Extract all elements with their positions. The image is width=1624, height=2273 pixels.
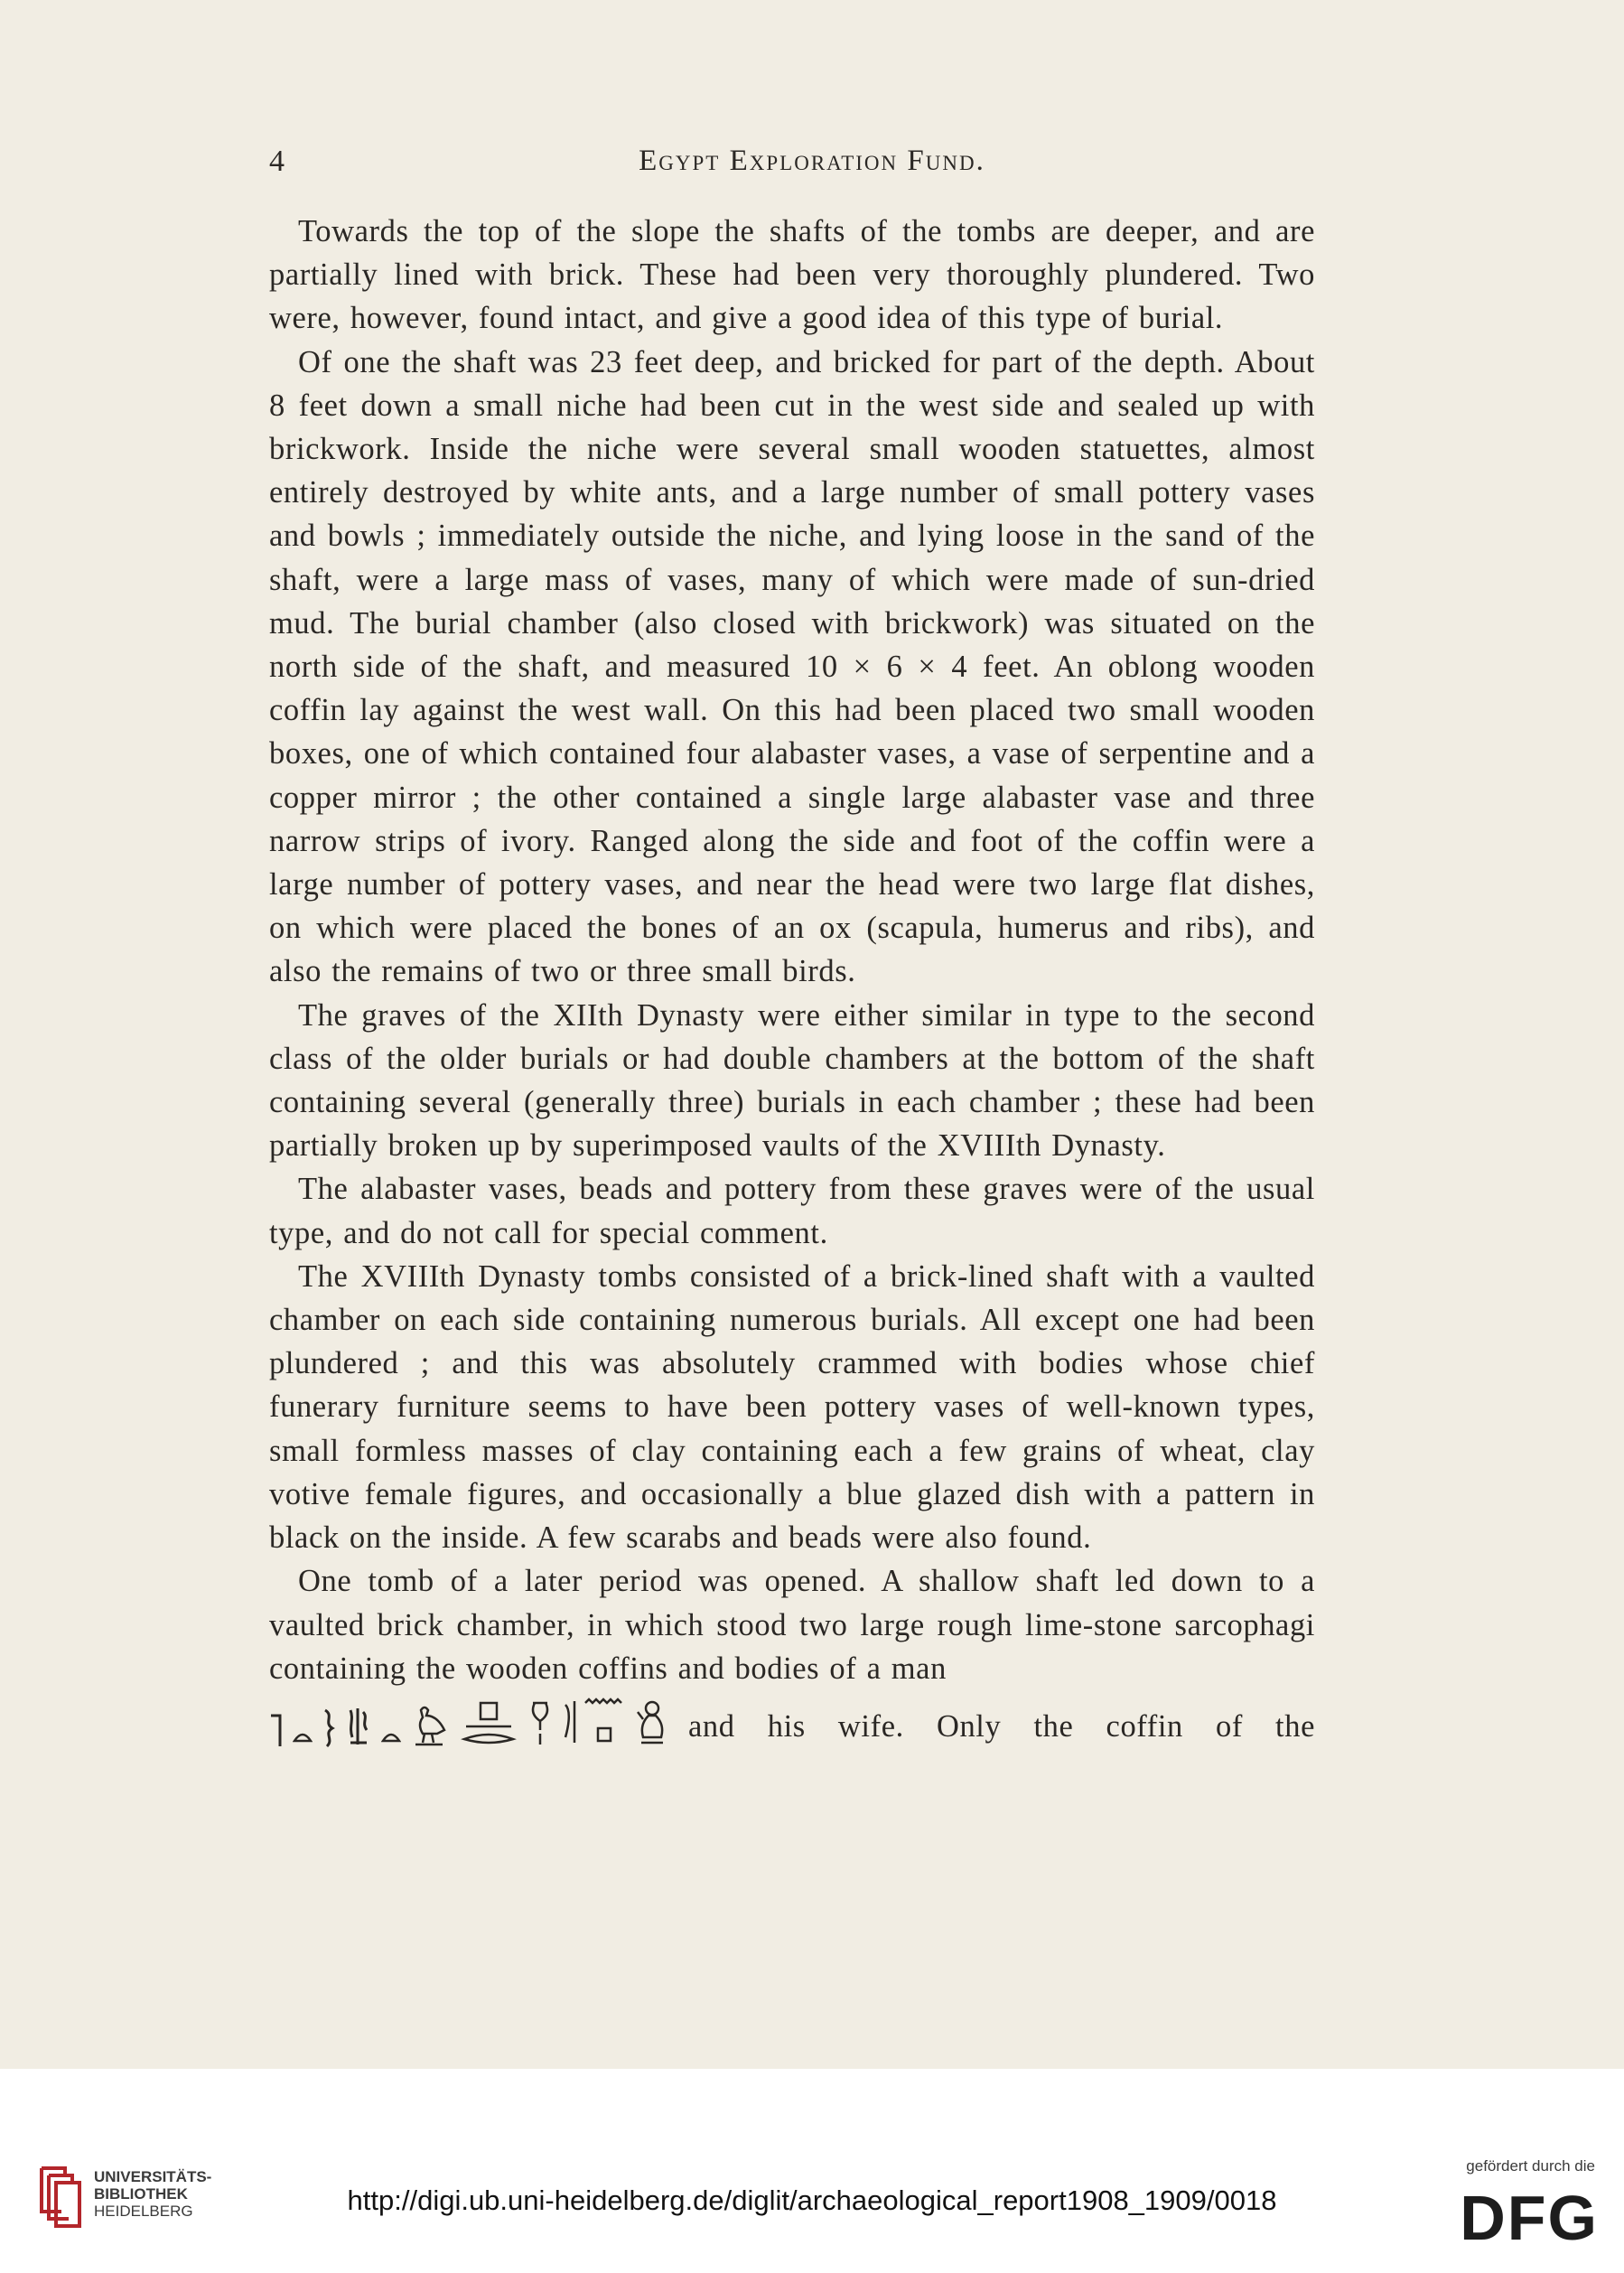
hieroglyph-line: [269, 1694, 1315, 1748]
hieroglyph-group: [269, 1696, 667, 1748]
paragraph: The graves of the XIIth Dynasty were either similar in type to the second class of the older burials or had double chambers at the bottom of the shaft containing several (generally three) burials in each chamber ; these had been partially broken up by superimposed vaults of the XVIIIth Dynasty.: [269, 997, 1315, 1164]
library-name-line: BIBLIOTHEK: [94, 2185, 188, 2203]
mouth-hieroglyph: [381, 1721, 401, 1748]
heart-hieroglyph: [527, 1698, 553, 1748]
paragraph: The XVIIIth Dynasty tombs consisted of a brick-lined shaft with a vaulted chamber on each side containing numerous burials. All except one had been plundered ; and this was absolutely crammed with bodies whose chief funerary furniture seems to have been pottery vases of well-known types, small formless masses of clay containing each a few grains of wheat, clay votive female figures, and occasionally a blue glazed dish with a pattern in black on the inside. A few scarabs and beads were also found.: [269, 1258, 1315, 1556]
page-number: 4: [269, 145, 285, 178]
body-text: [269, 210, 1315, 1748]
bird-hieroglyph: [410, 1703, 450, 1748]
paragraph: Towards the top of the slope the shafts of the tombs are deeper, and are partially lined with brick. These had been very thoroughly plundered. Two were, however, found intact, and give a good idea of this type of burial.: [269, 214, 1315, 336]
wick-hieroglyph: [322, 1708, 336, 1748]
paragraph: One tomb of a later period was opened. A shallow shaft led down to a vaulted brick chamber, in which stood two large rough lime-stone sarcophagi containing the wooden coffins and bodies of a man: [269, 1564, 1315, 1686]
water-hieroglyph: [562, 1698, 625, 1748]
reed-hieroglyph: [269, 1712, 284, 1748]
paragraph: The alabaster vases, beads and pottery from these graves were of the usual type, and do not call for special comment.: [269, 1172, 1315, 1250]
library-name-line: UNIVERSITÄTS-: [94, 2168, 212, 2185]
stool-hieroglyph: [459, 1699, 518, 1748]
seal-hieroglyph: [345, 1707, 372, 1748]
running-head-title: Egypt Exploration Fund.: [639, 145, 985, 177]
dfg-logo: DFG: [1460, 2183, 1599, 2253]
paragraph: Of one the shaft was 23 feet deep, and bricked for part of the depth. About 8 feet down a small niche had been cut in the west side and sealed up with brickwork. Inside the niche were several small wooden statuettes, almost entirely destroyed by white ants, and a large number of small pottery vases and bowls ; immediately outside the niche, and lying loose in the sand of the shaft, were a large mass of vases, many of which were made of sun-dried mud. The burial chamber (also closed with brickwork) was situated on the north side of the shaft, and measured 10 × 6 × 4 feet. An oblong wooden coffin lay against the west wall. On this had been placed two small wooden boxes, one of which contained four alabaster vases, a vase of serpentine and a copper mirror ; the other contained a single large alabaster vase and three narrow strips of ivory. Ranged along the side and foot of the coffin were a large number of pottery vases, and near the head were two large flat dishes, on which were placed the bones of an ox (scapula, humerus and ribs), and also the remains of two or three small birds.: [269, 344, 1315, 989]
hieroglyph-line-text: and his wife. Only the coffin of the: [688, 1708, 1315, 1744]
footer-bar: [0, 2069, 1624, 2273]
running-head: [0, 145, 1624, 181]
permalink-url[interactable]: http://digi.ub.uni-heidelberg.de/diglit/archaeological_report1908_1909/0018: [347, 2184, 1277, 2216]
mouth-hieroglyph: [293, 1721, 313, 1748]
funding-label: gefördert durch die: [1466, 2157, 1595, 2175]
seated-man-hieroglyph: [634, 1698, 667, 1748]
library-name-line: HEIDELBERG: [94, 2203, 193, 2220]
